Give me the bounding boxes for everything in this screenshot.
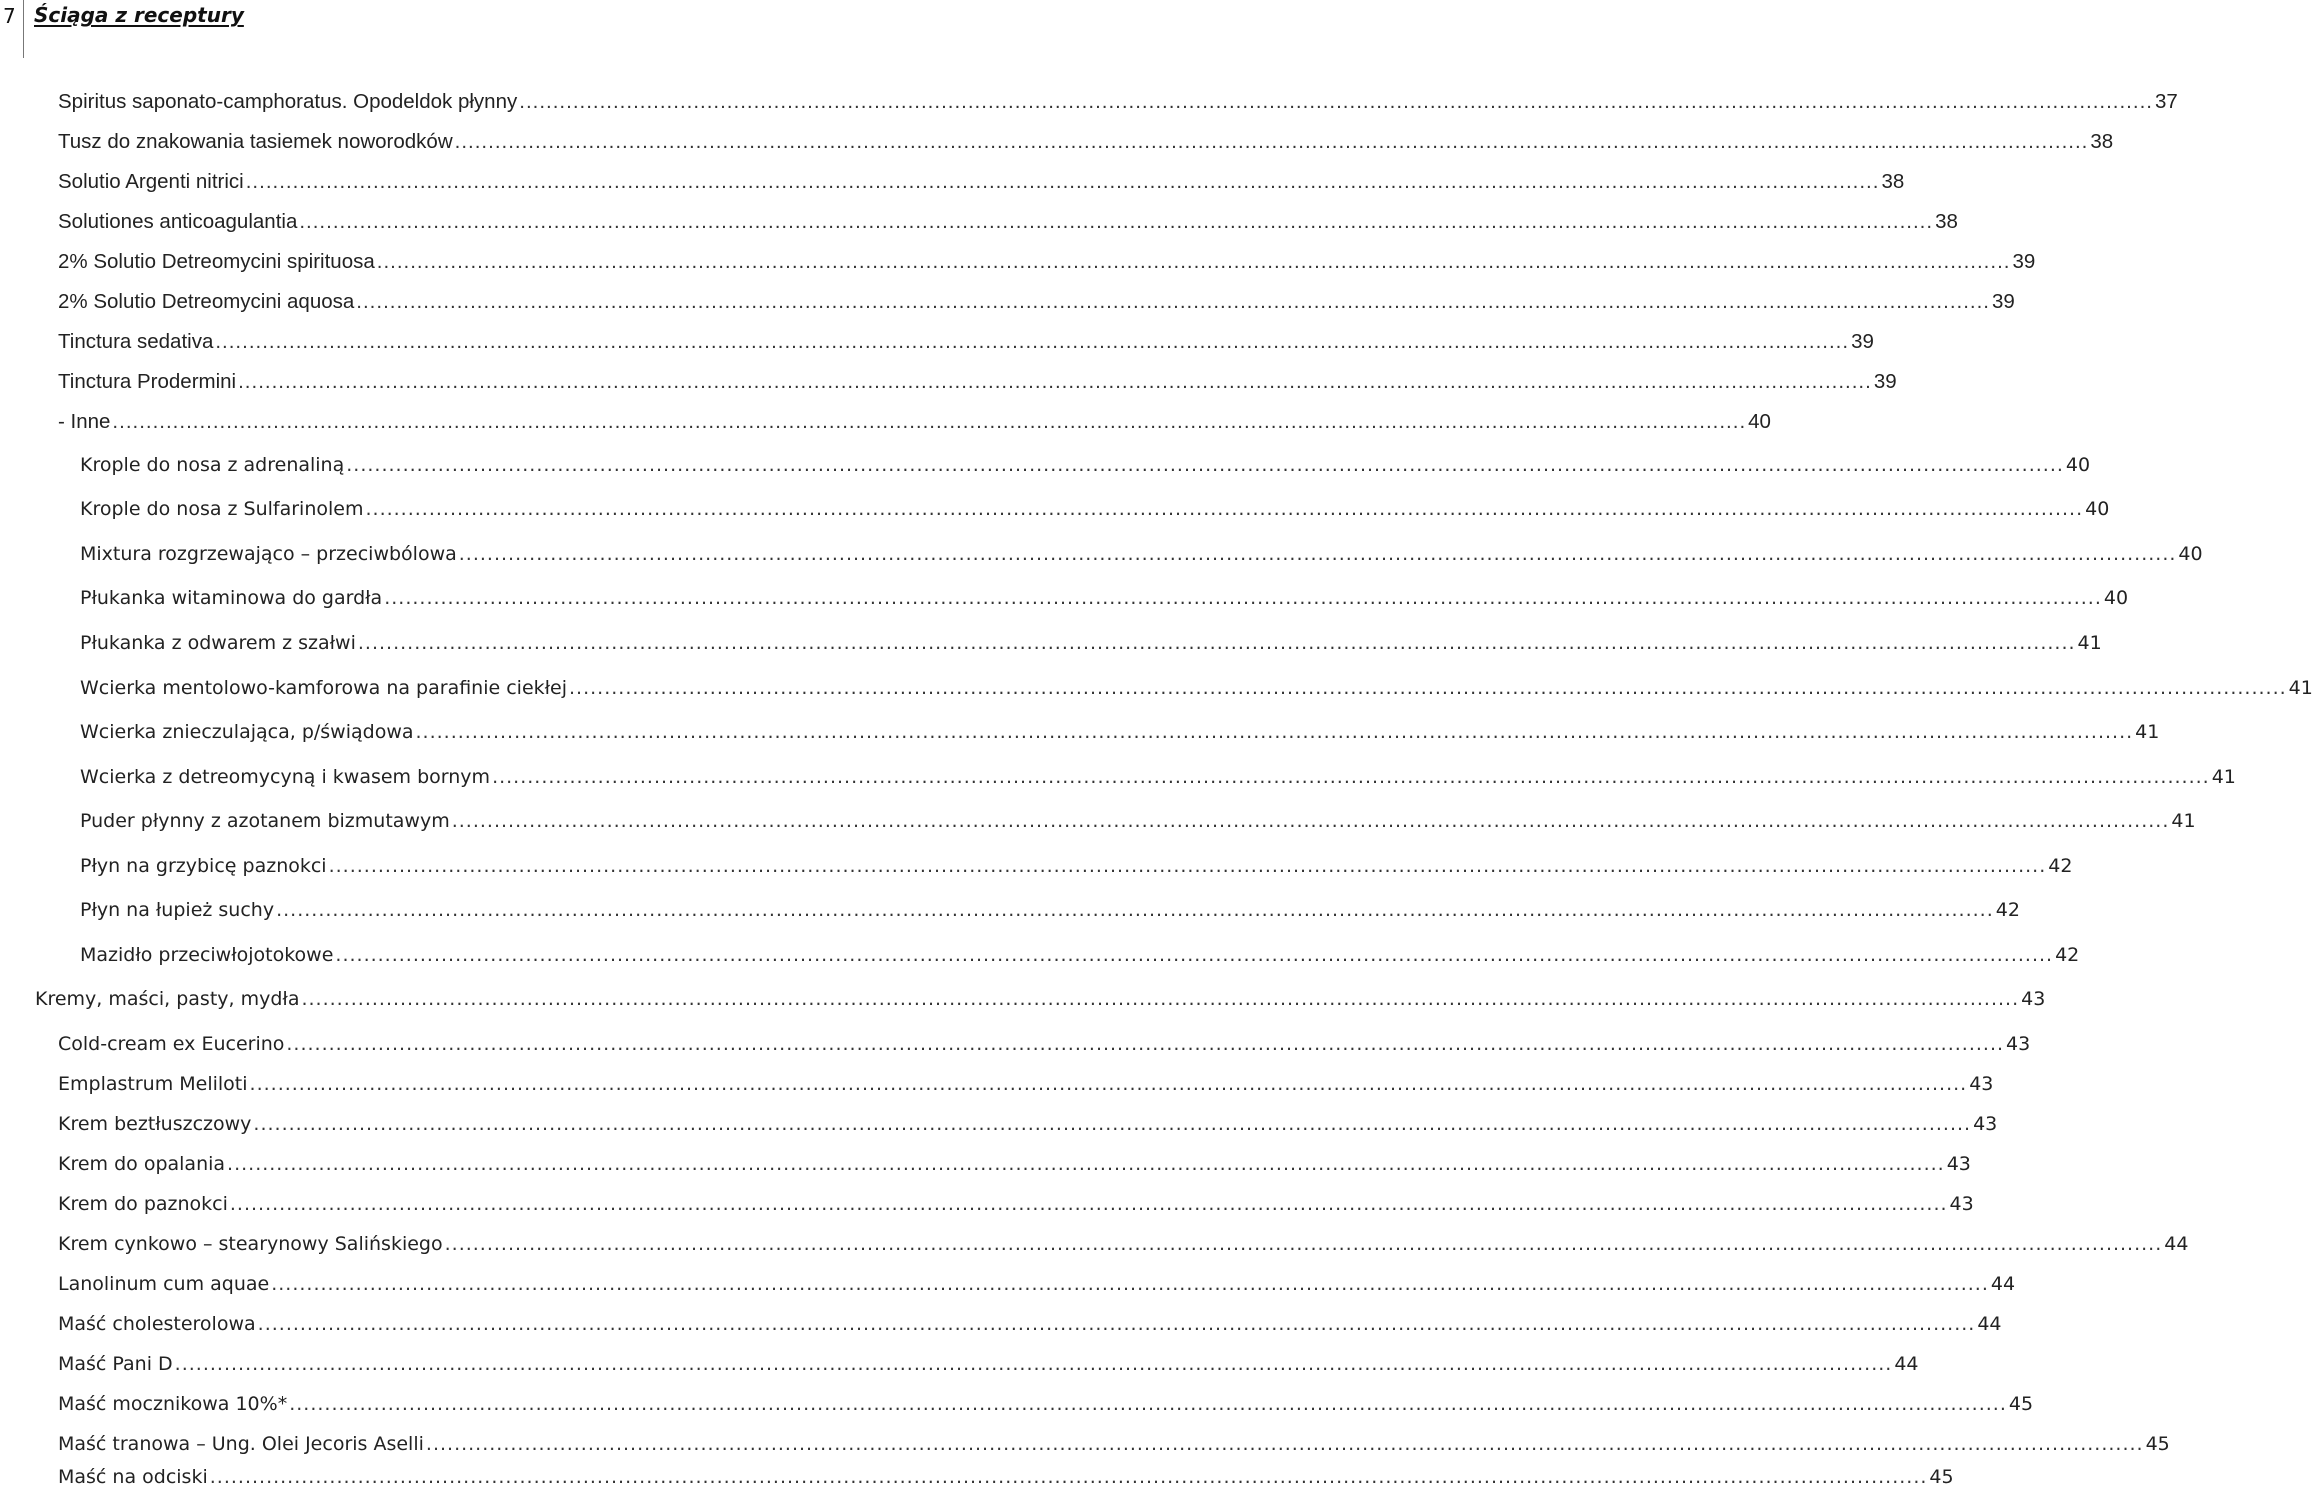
toc-entry[interactable] — [58, 1153, 1971, 1183]
toc-entry-page: 41 — [2077, 632, 2102, 654]
toc-entry-title: Solutio Argenti nitrici — [58, 170, 244, 193]
toc-entry-title: Solutiones anticoagulantia — [58, 210, 298, 233]
toc-entry-title: Puder płynny z azotanem bizmutawym — [80, 810, 450, 832]
toc-entry-title: Maść tranowa – Ung. Olei Jecoris Aselli — [58, 1433, 424, 1455]
dot-leader — [299, 210, 1933, 234]
dot-leader — [452, 810, 2170, 832]
toc-entry[interactable] — [58, 1073, 1994, 1103]
toc-entry-title: Płyn na grzybicę paznokci — [80, 855, 327, 877]
toc-entry-page: 41 — [2135, 721, 2160, 743]
dot-leader — [289, 1393, 2007, 1415]
toc-entry-page: 40 — [2065, 454, 2091, 476]
toc-entry-page: 38 — [1935, 210, 1958, 233]
toc-entry[interactable] — [58, 290, 2015, 320]
toc-entry-page: 43 — [1973, 1113, 1998, 1135]
toc-entry-page: 39 — [1851, 330, 1874, 353]
toc-entry-page: 41 — [2288, 677, 2313, 699]
dot-leader — [335, 944, 2053, 966]
toc-entry-title: Tinctura Prodermini — [58, 370, 237, 393]
dot-leader — [519, 90, 2153, 114]
toc-entry[interactable] — [58, 370, 1897, 400]
toc-entry[interactable] — [58, 410, 1771, 440]
toc-entry[interactable] — [58, 1433, 2170, 1463]
toc-entry-page: 41 — [2211, 766, 2236, 788]
toc-entry-title: Płyn na łupież suchy — [80, 899, 275, 921]
toc-entry-page: 40 — [2178, 543, 2203, 565]
toc-entry-title: Maść na odciski — [58, 1466, 208, 1488]
toc-entry-title: - Inne — [58, 410, 111, 433]
toc-entry[interactable] — [80, 543, 2203, 573]
toc-entry[interactable] — [58, 130, 2114, 160]
toc-entry-page: 44 — [1977, 1313, 2002, 1335]
dot-leader — [210, 1466, 1928, 1488]
dot-leader — [492, 766, 2210, 788]
toc-entry-page: 42 — [1995, 899, 2020, 921]
toc-entry-title: Maść Pani D — [58, 1353, 173, 1375]
dot-leader — [358, 632, 2076, 654]
toc-entry-title: Płukanka witaminowa do gardła — [80, 587, 383, 609]
toc-entry-page: 39 — [1992, 290, 2015, 313]
dot-leader — [416, 721, 2134, 743]
toc-entry-title: Wcierka znieczulająca, p/świądowa — [80, 721, 414, 743]
dot-leader — [276, 899, 1994, 921]
toc-entry-title: Wcierka z detreomycyną i kwasem bornym — [80, 766, 491, 788]
toc-entry-title: Lanolinum cum aquae — [58, 1273, 270, 1295]
toc-entry-page: 43 — [2021, 988, 2046, 1010]
toc-entry[interactable] — [80, 498, 2110, 528]
toc-entry[interactable] — [58, 210, 1958, 240]
toc-entry[interactable] — [58, 170, 1905, 200]
toc-entry-page: 42 — [2055, 944, 2080, 966]
toc-entry-page: 40 — [1748, 410, 1771, 433]
toc-entry[interactable] — [80, 632, 2102, 662]
toc-entry-page: 41 — [2171, 810, 2196, 832]
dot-leader — [329, 855, 2047, 877]
toc-entry-title: Cold-cream ex Eucerino — [58, 1033, 285, 1055]
toc-entry[interactable] — [58, 1313, 2002, 1343]
toc-entry-title: Emplastrum Meliloti — [58, 1073, 248, 1095]
dot-leader — [384, 587, 2102, 609]
page-number: 7 — [3, 4, 16, 28]
toc-entry-page: 45 — [1929, 1466, 1954, 1488]
dot-leader — [175, 1353, 1893, 1375]
toc-entry-page: 44 — [2164, 1233, 2189, 1255]
toc-entry[interactable] — [58, 1353, 1919, 1383]
toc-entry[interactable] — [58, 1466, 1954, 1496]
toc-entry[interactable] — [80, 677, 2313, 707]
toc-entry-title: Krem beztłuszczowy — [58, 1113, 252, 1135]
document-title: Ściąga z receptury — [34, 3, 244, 27]
dot-leader — [569, 677, 2287, 699]
header-divider — [23, 0, 24, 58]
toc-entry-page: 43 — [2006, 1033, 2031, 1055]
dot-leader — [426, 1433, 2144, 1455]
toc-entry-title: 2% Solutio Detreomycini aquosa — [58, 290, 355, 313]
toc-entry-page: 38 — [1881, 170, 1905, 193]
dot-leader — [253, 1113, 1971, 1135]
toc-entry-page: 40 — [2103, 587, 2129, 609]
toc-entry-page: 45 — [2145, 1433, 2170, 1455]
toc-entry-title: Spiritus saponato-camphoratus. Opodeldok płynny — [58, 90, 518, 113]
toc-entry-title: Krople do nosa z adrenaliną — [80, 454, 345, 476]
dot-leader — [365, 498, 2083, 520]
toc-entry[interactable] — [58, 250, 2036, 280]
dot-leader — [238, 370, 1872, 394]
toc-entry-title: 2% Solutio Detreomycini spirituosa — [58, 250, 375, 273]
toc-section-entry[interactable] — [35, 988, 2046, 1018]
toc-entry[interactable] — [80, 766, 2236, 796]
toc-entry-page: 43 — [1969, 1073, 1994, 1095]
toc-entry[interactable] — [80, 899, 2020, 929]
toc-entry-title: Krem do opalania — [58, 1153, 226, 1175]
toc-entry[interactable] — [58, 1393, 2034, 1423]
toc-entry-title: Krem do paznokci — [58, 1193, 228, 1215]
dot-leader — [112, 410, 1746, 434]
toc-entry-page: 39 — [2012, 250, 2036, 273]
toc-entry-title: Tinctura sedativa — [58, 330, 214, 353]
toc-entry[interactable] — [58, 1033, 2031, 1063]
dot-leader — [250, 1073, 1968, 1095]
toc-entry-title: Maść mocznikowa 10%* — [58, 1393, 288, 1415]
toc-entry-title: Mazidło przeciwłojotokowe — [80, 944, 334, 966]
dot-leader — [230, 1193, 1948, 1215]
toc-entry-page: 45 — [2008, 1393, 2034, 1415]
dot-leader — [258, 1313, 1976, 1335]
toc-entry-title: Krem cynkowo – stearynowy Salińskiego — [58, 1233, 443, 1255]
toc-entry-title: Maść cholesterolowa — [58, 1313, 256, 1335]
toc-entry[interactable] — [58, 1233, 2189, 1263]
toc-entry-page: 44 — [1894, 1353, 1919, 1375]
toc-entry-page: 42 — [2048, 855, 2073, 877]
toc-entry-title: Mixtura rozgrzewająco – przeciwbólowa — [80, 543, 457, 565]
toc-entry-page: 44 — [1990, 1273, 2016, 1295]
toc-entry-page: 40 — [2085, 498, 2110, 520]
toc-entry-page: 39 — [1873, 370, 1897, 393]
dot-leader — [377, 250, 2011, 274]
toc-entry-page: 38 — [2090, 130, 2114, 153]
toc-entry-title: Tusz do znakowania tasiemek noworodków — [58, 130, 453, 153]
page-header — [0, 0, 960, 60]
dot-leader — [459, 543, 2177, 565]
dot-leader — [455, 130, 2089, 154]
toc-entry[interactable] — [80, 810, 2196, 840]
dot-leader — [445, 1233, 2163, 1255]
toc-entry[interactable] — [80, 454, 2091, 484]
toc-entry-title: Kremy, maści, pasty, mydła — [35, 988, 300, 1010]
toc-entry[interactable] — [58, 90, 2178, 120]
toc-entry[interactable] — [58, 330, 1874, 360]
toc-entry-page: 37 — [2154, 90, 2178, 113]
toc-entry-page: 43 — [1949, 1193, 1974, 1215]
toc-entry[interactable] — [58, 1193, 1974, 1223]
toc-entry[interactable] — [80, 944, 2080, 974]
toc-entry-title: Wcierka mentolowo-kamforowa na parafinie ciekłej — [80, 677, 568, 699]
toc-entry[interactable] — [58, 1113, 1998, 1143]
dot-leader — [227, 1153, 1945, 1175]
dot-leader — [301, 988, 2019, 1010]
dot-leader — [271, 1273, 1989, 1295]
toc-entry-title: Krople do nosa z Sulfarinolem — [80, 498, 364, 520]
toc-entry[interactable] — [80, 855, 2073, 885]
dot-leader — [346, 454, 2064, 476]
toc-entry[interactable] — [80, 721, 2160, 751]
dot-leader — [286, 1033, 2004, 1055]
dot-leader — [246, 170, 1880, 194]
toc-entry-title: Płukanka z odwarem z szałwi — [80, 632, 356, 654]
dot-leader — [215, 330, 1849, 354]
toc-entry[interactable] — [58, 1273, 2016, 1303]
toc-entry[interactable] — [80, 587, 2129, 617]
dot-leader — [356, 290, 1990, 314]
toc-entry-page: 43 — [1946, 1153, 1971, 1175]
